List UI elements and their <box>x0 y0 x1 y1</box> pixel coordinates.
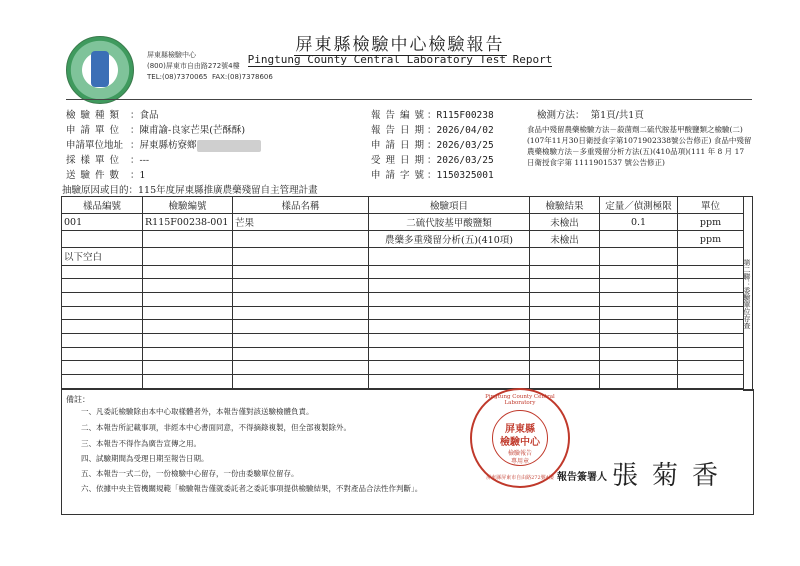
cell-sample-name: 芒果 <box>233 214 369 231</box>
results-table <box>61 196 744 389</box>
org-name: 屏東縣檢驗中心 <box>147 51 196 59</box>
info-field-receive-date: 受 理 日 期 ：2026/03/25 <box>371 155 494 166</box>
note-item: 六、依據中央主管機關規範「檢驗報告僅就委託者之委託事項提供檢驗結果，不對產品合法性作判斷」。 <box>81 484 423 493</box>
cell-unit: ppm <box>678 214 744 231</box>
official-seal: Pingtung County Central Laboratory 屏東縣 檢驗中心 檢驗報告 專用章 屏東縣屏東市自由路272號4樓 <box>470 388 570 488</box>
cell-sample-no: 001 <box>62 214 143 231</box>
col-header: 定量／偵測極限 <box>600 197 678 214</box>
info-field-report-date: 報 告 日 期 ：2026/04/02 <box>371 125 494 136</box>
table-row <box>62 347 744 361</box>
table-row <box>62 265 744 279</box>
cell-test-no: R115F00238-001 <box>143 214 233 231</box>
cell-unit: ppm <box>678 231 744 248</box>
table-header-row <box>62 197 744 214</box>
info-field-type: 檢 驗 種 類 ：食品 <box>66 110 159 121</box>
cell-test-item: 二硫代胺基甲酸鹽類 <box>369 214 530 231</box>
org-contact: TEL:(08)7370065 FAX:(08)7378606 <box>147 73 273 81</box>
copy-side-note: 第二聯：委驗單位存查 <box>743 196 753 391</box>
org-address: (800)屏東市自由路272號4樓 <box>147 62 240 70</box>
col-header: 樣品名稱 <box>233 197 369 214</box>
table-row <box>62 292 744 306</box>
info-field-count: 送 驗 件 數 ：1 <box>66 170 146 181</box>
report-subtitle: Pingtung County Central Laboratory Test Report <box>247 53 553 66</box>
header-divider <box>66 99 752 100</box>
info-field-address: 申請單位地址 ：屏東縣枋寮鄉 <box>66 138 261 153</box>
table-row <box>62 306 744 320</box>
note-item: 四、試驗期間為受理日期至報告日期。 <box>81 454 209 463</box>
test-methods: 食品中殘留農藥檢驗方法－殺菌劑二硫代胺基甲酸鹽類之檢驗(二)(107年11月30日衛授食字第1071902338號公告修正) 食品中殘留農藥檢驗方法－多重殘留分析方法(五)(410品項)(111 年 8 月 17 日衛授食字第 1111901537 號公告修正) <box>527 125 752 167</box>
table-row <box>62 320 744 334</box>
table-row <box>62 375 744 389</box>
cell-result: 未檢出 <box>530 231 600 248</box>
info-field-report-no: 報 告 編 號 ：R115F00238 <box>371 110 494 121</box>
table-row <box>62 361 744 375</box>
purpose: 抽驗原因或目的：115年度屏東縣推廣農藥殘留自主管理計畫 <box>62 185 318 196</box>
table-row <box>62 334 744 348</box>
col-header: 檢驗項目 <box>369 197 530 214</box>
note-item: 二、本報告所記載事項，非經本中心書面同意，不得摘錄複製，但全部複製除外。 <box>81 423 351 432</box>
page-info: 檢測方法： 第1頁/共1頁 <box>537 110 644 121</box>
cell-result: 未檢出 <box>530 214 600 231</box>
info-field-apply-date: 申 請 日 期 ：2026/03/25 <box>371 140 494 151</box>
report-title: 屏東縣檢驗中心檢驗報告 <box>295 35 505 55</box>
signer-label: 報告簽署人 <box>557 472 607 483</box>
notes-title: 備註： <box>66 395 90 404</box>
table-row <box>62 231 744 248</box>
info-field-applicant: 申 請 單 位 ：陳甫諭-良家芒果(芒酥酥) <box>66 125 246 136</box>
table-row <box>62 248 744 265</box>
note-item: 一、凡委託檢驗除由本中心取樣體者外，本報告僅對該送驗檢體負責。 <box>81 407 314 416</box>
notes-box <box>61 389 754 515</box>
col-header: 單位 <box>678 197 744 214</box>
col-header: 檢驗結果 <box>530 197 600 214</box>
table-row <box>62 279 744 293</box>
handwritten-signature: 張菊香 <box>612 461 733 491</box>
note-item: 五、本報告一式二份，一份檢驗中心留存，一份由委驗單位留存。 <box>81 469 299 478</box>
info-field-apply-no: 申 請 字 號 ：1150325001 <box>371 170 494 181</box>
info-field-sampler: 採 樣 單 位 ：--- <box>66 155 150 166</box>
col-header: 樣品編號 <box>62 197 143 214</box>
redacted-block <box>197 140 261 152</box>
table-row <box>62 214 744 231</box>
cell-blank-note: 以下空白 <box>62 248 143 265</box>
cell-limit: 0.1 <box>600 214 678 231</box>
note-item: 三、本報告不得作為廣告宣傳之用。 <box>81 439 201 448</box>
cell-test-item: 農藥多重殘留分析(五)(410項) <box>369 231 530 248</box>
col-header: 檢驗編號 <box>143 197 233 214</box>
